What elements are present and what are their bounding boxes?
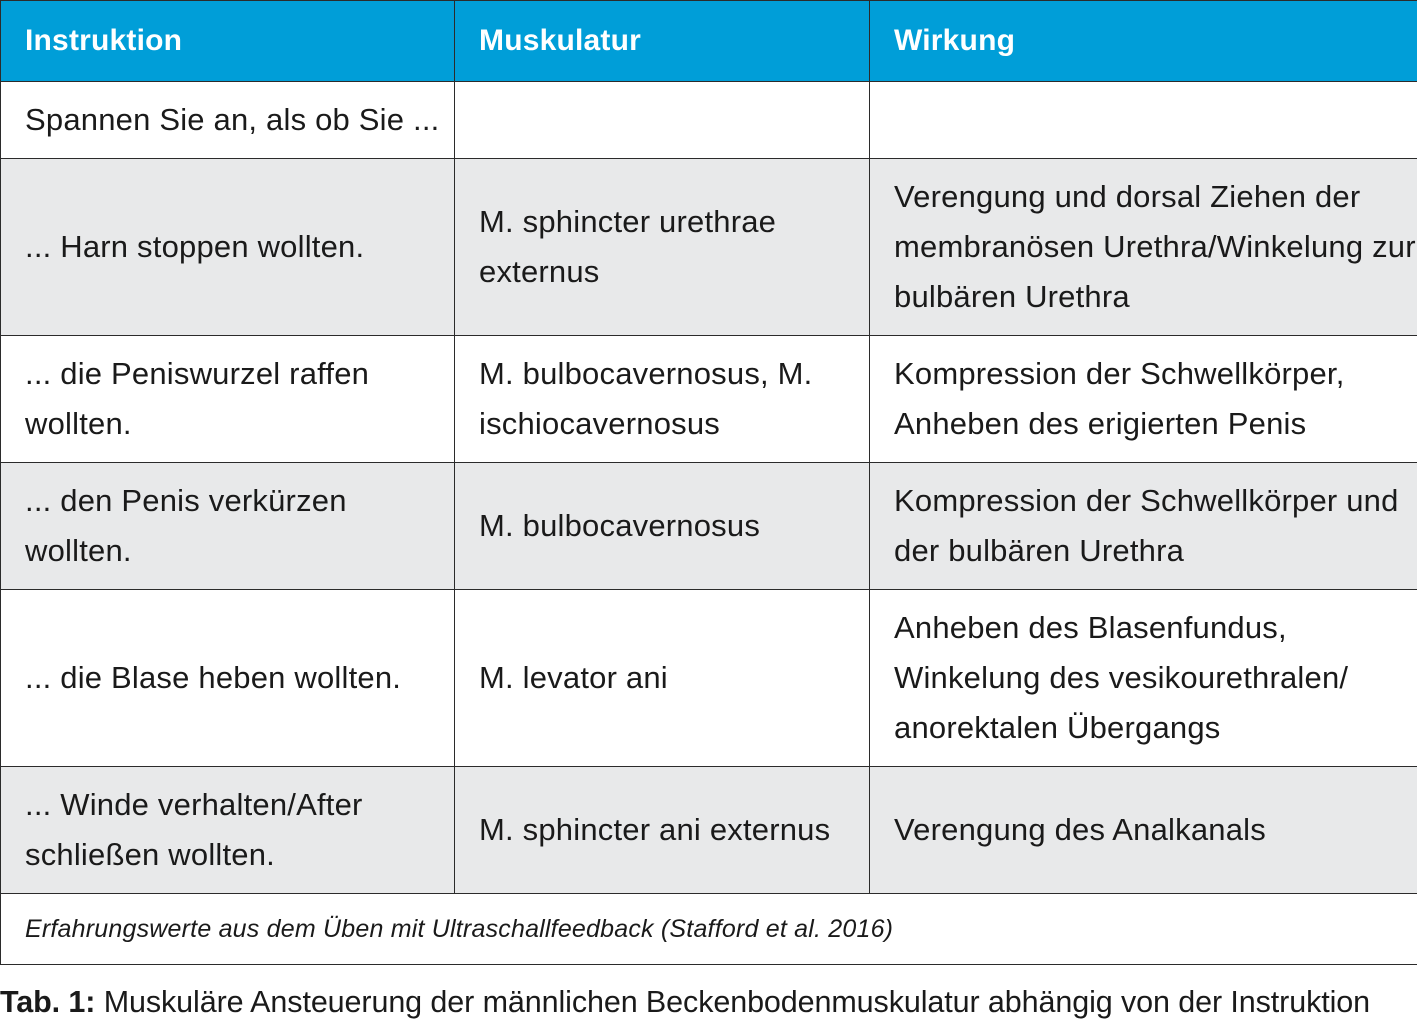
cell-wirkung: Anheben des Blasenfundus, Winkelung des vesikourethralen/ anorektalen Übergangs (870, 590, 1417, 767)
cell-muskulatur: M. bulbocavernosus, M. ischiocavernosus (455, 336, 870, 463)
table-row (1, 159, 1417, 336)
header-instruktion: Instruktion (1, 1, 455, 82)
cell-muskulatur: M. sphincter urethrae externus (455, 159, 870, 336)
table-footnote: Erfahrungswerte aus dem Üben mit Ultraschallfeedback (Stafford et al. 2016) (1, 894, 1417, 965)
caption-text: Muskuläre Ansteuerung der männlichen Beckenbodenmuskulatur abhängig von der Instruktion (103, 985, 1371, 1019)
cell-wirkung: Kompression der Schwellkörper und der bulbären Urethra (870, 463, 1417, 590)
header-wirkung: Wirkung (870, 1, 1417, 82)
caption-label: Tab. 1: (0, 985, 96, 1019)
table-footnote-row (1, 894, 1417, 965)
cell-instruktion: ... den Penis verkürzen wollten. (1, 463, 455, 590)
cell-wirkung: Verengung und dorsal Ziehen der membranösen Urethra/Winkelung zur bulbären Urethra (870, 159, 1417, 336)
cell-muskulatur: M. levator ani (455, 590, 870, 767)
table-header-row (1, 1, 1417, 82)
table-row (1, 767, 1417, 894)
table-caption (0, 980, 1417, 1024)
cell-instruktion: ... die Blase heben wollten. (1, 590, 455, 767)
cell-wirkung: Verengung des Analkanals (870, 767, 1417, 894)
cell-instruktion: Spannen Sie an, als ob Sie ... (1, 82, 455, 159)
table-row (1, 82, 1417, 159)
cell-wirkung (870, 82, 1417, 159)
cell-muskulatur (455, 82, 870, 159)
cell-muskulatur: M. bulbocavernosus (455, 463, 870, 590)
cell-instruktion: ... die Peniswurzel raffen wollten. (1, 336, 455, 463)
cell-muskulatur: M. sphincter ani externus (455, 767, 870, 894)
cell-wirkung: Kompression der Schwellkörper, Anheben des erigierten Penis (870, 336, 1417, 463)
cell-instruktion: ... Harn stoppen wollten. (1, 159, 455, 336)
cell-instruktion: ... Winde verhalten/After schließen wollten. (1, 767, 455, 894)
table-row (1, 590, 1417, 767)
table-row (1, 463, 1417, 590)
header-muskulatur: Muskulatur (455, 1, 870, 82)
table-row (1, 336, 1417, 463)
